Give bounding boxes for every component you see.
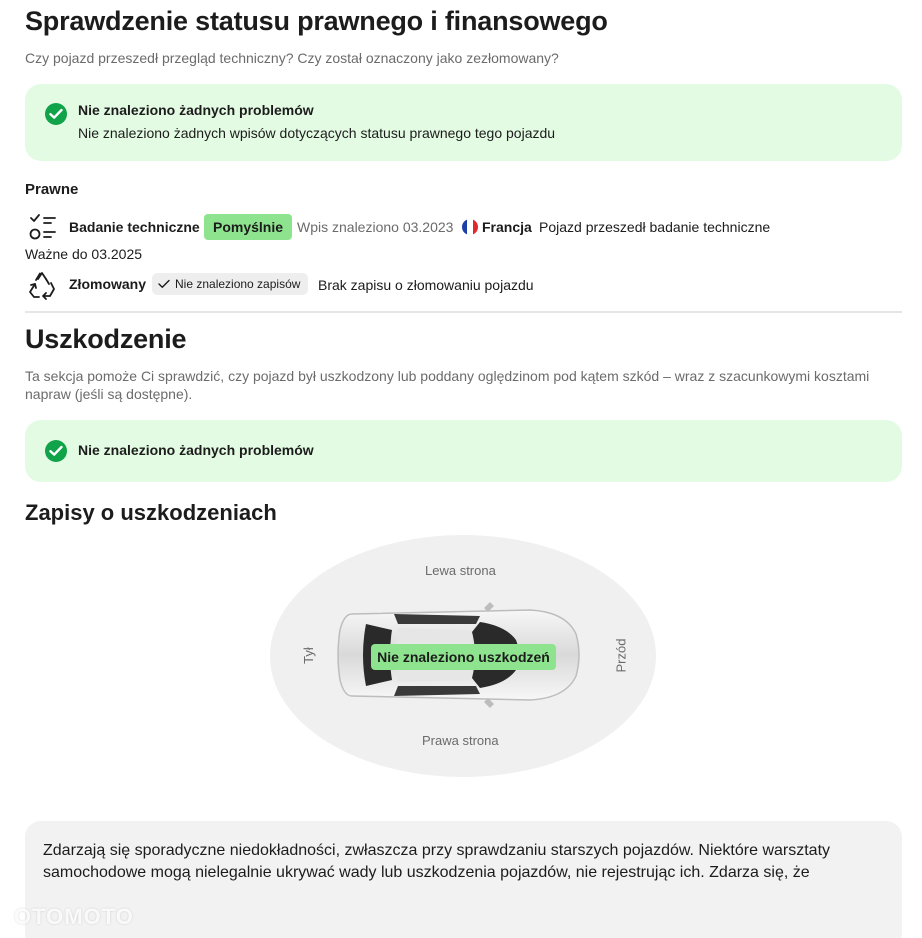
damage-status-title: Nie znaleziono żadnych problemów (78, 442, 314, 458)
damage-section-title: Uszkodzenie (25, 324, 187, 354)
inspection-country: Francja (482, 219, 532, 235)
legal-section-subtitle: Czy pojazd przeszedł przegląd techniczny? Czy został oznaczony jako zezłomowany? (25, 50, 559, 66)
checkmark-icon (158, 279, 170, 289)
legal-status-title: Nie znaleziono żadnych problemów (78, 102, 314, 118)
front-label: Przód (613, 638, 629, 673)
france-flag-icon (462, 219, 478, 235)
scrapped-name: Złomowany (69, 276, 147, 292)
otomoto-watermark: OTOMOTO (14, 904, 134, 929)
section-divider (25, 311, 902, 313)
scrapped-status-label: Nie znaleziono zapisów (175, 277, 301, 291)
scrapped-description: Brak zapisu o złomowaniu pojazdu (318, 277, 534, 293)
inspection-status-badge: Pomyślnie (204, 214, 292, 240)
damage-records-title: Zapisy o uszkodzeniach (25, 500, 277, 525)
inspection-description: Pojazd przeszedł badanie techniczne (539, 219, 771, 235)
legal-status-description: Nie znaleziono żadnych wpisów dotyczących statusu prawnego tego pojazdu (78, 125, 556, 141)
checklist-icon (28, 212, 58, 247)
damage-section-subtitle: Ta sekcja pomoże Ci sprawdzić, czy pojazd był uszkodzony lub poddany oględzinom pod kątem szkód – wraz z szacunkowymi kosztami napraw (jeśli są dostępne). (25, 368, 870, 402)
check-circle-icon (45, 103, 67, 125)
inspection-entry-date: Wpis znaleziono 03.2023 (297, 219, 454, 235)
legal-status-box (25, 84, 902, 161)
right-side-label: Prawa strona (422, 733, 499, 748)
inspection-name: Badanie techniczne (69, 219, 200, 235)
check-circle-icon (45, 440, 67, 462)
legal-group-label: Prawne (25, 181, 79, 198)
inspection-valid-until: Ważne do 03.2025 (25, 246, 143, 262)
recycle-icon (27, 270, 59, 307)
disclaimer-text: Zdarzają się sporadyczne niedokładności, zwłaszcza przy sprawdzaniu starszych pojazdów. Niektóre warsztaty samochodowe mogą nielegalnie ukrywać wady lub uszkodzenia pojazdów, nie rejestrując ich. Zdarza się, że (43, 842, 831, 881)
no-damage-badge: Nie znaleziono uszkodzeń (371, 644, 556, 670)
disclaimer-box (25, 821, 902, 938)
damage-status-box (25, 420, 902, 482)
left-side-label: Lewa strona (425, 563, 496, 578)
legal-section-title: Sprawdzenie statusu prawnego i finansowego (25, 6, 608, 36)
rear-label: Tył (300, 647, 316, 664)
scrapped-status-badge (152, 273, 308, 295)
